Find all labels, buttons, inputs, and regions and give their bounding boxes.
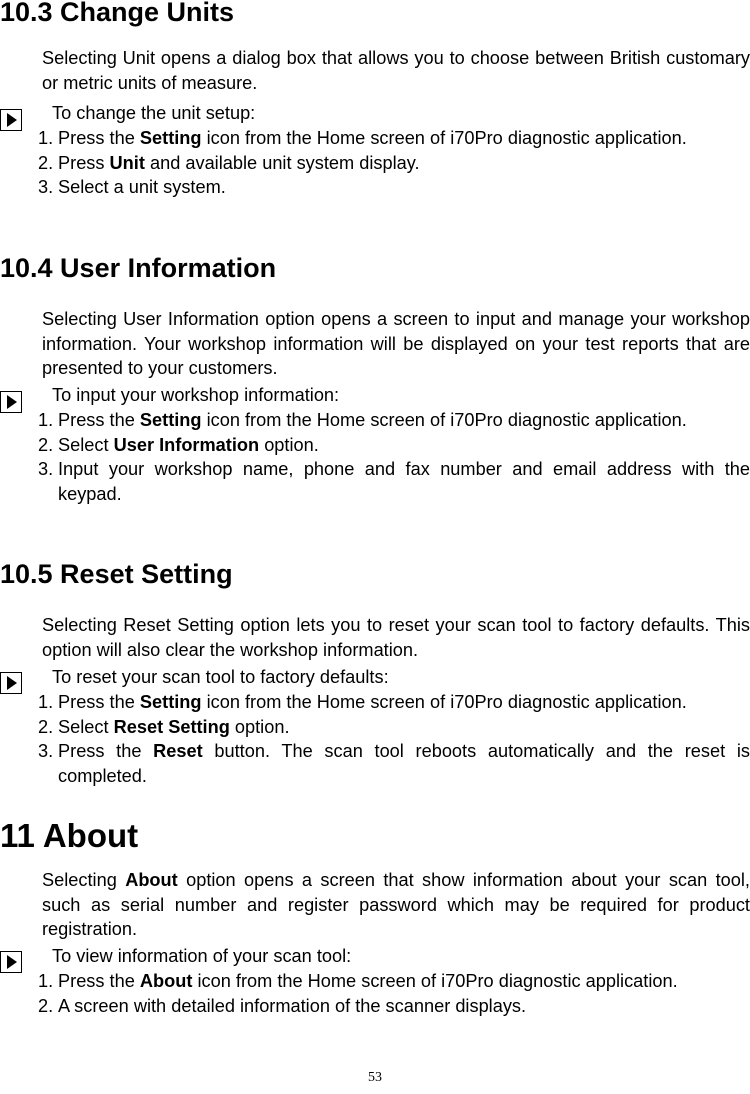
change-units-paragraph: Selecting Unit opens a dialog box that allows you to choose between British customary or metric units of measure. — [42, 48, 750, 93]
section-heading-change-units: 10.3 Change Units — [0, 0, 235, 27]
section-heading-reset-setting: 10.5 Reset Setting — [0, 559, 233, 589]
list-item: 3. Select a unit system. — [38, 177, 226, 198]
about-lead: To view information of your scan tool: — [52, 946, 352, 966]
arrow-icon — [0, 951, 22, 973]
arrow-icon — [0, 391, 22, 413]
list-item: 3. Input your workshop name, phone and fax number and email address with the keypad. — [38, 459, 750, 505]
user-information-steps — [38, 408, 750, 507]
reset-setting-steps — [38, 690, 750, 789]
list-item: 2. Press Unit and available unit system display. — [38, 152, 420, 173]
reset-setting-paragraph: Selecting Reset Setting option lets you to reset your scan tool to factory defaults. This option will also clear the workshop information. — [42, 615, 750, 660]
list-item: 3. Press the Reset button. The scan tool reboots automatically and the reset is completed. — [38, 741, 750, 787]
change-units-steps — [38, 126, 750, 200]
user-information-paragraph: Selecting User Information option opens a screen to input and manage your workshop information. Your workshop information will be displayed on your test reports that are presented to your customers. — [42, 309, 750, 379]
about-paragraph: Selecting About option opens a screen that show information about your scan tool, such as serial number and register password which may be required for product registration. — [42, 870, 750, 940]
list-item: 1. Press the About icon from the Home screen of i70Pro diagnostic application. — [38, 971, 678, 991]
change-units-lead: To change the unit setup: — [52, 103, 256, 123]
list-item: 1. Press the Setting icon from the Home screen of i70Pro diagnostic application. — [38, 128, 687, 148]
arrow-icon — [0, 672, 22, 694]
reset-setting-lead: To reset your scan tool to factory defaults: — [52, 667, 389, 687]
chapter-heading-about: 11 About — [0, 817, 139, 854]
list-item: 2. A screen with detailed information of the scanner displays. — [38, 995, 527, 1016]
list-item: 1. Press the Setting icon from the Home screen of i70Pro diagnostic application. — [38, 410, 687, 430]
user-information-lead: To input your workshop information: — [52, 385, 340, 405]
page-number: 53 — [368, 1070, 382, 1085]
list-item: 2. Select Reset Setting option. — [38, 716, 290, 737]
section-heading-user-information: 10.4 User Information — [0, 253, 277, 283]
about-steps — [38, 969, 750, 1018]
arrow-icon — [0, 109, 22, 131]
list-item: 1. Press the Setting icon from the Home screen of i70Pro diagnostic application. — [38, 692, 687, 712]
list-item: 2. Select User Information option. — [38, 434, 319, 455]
